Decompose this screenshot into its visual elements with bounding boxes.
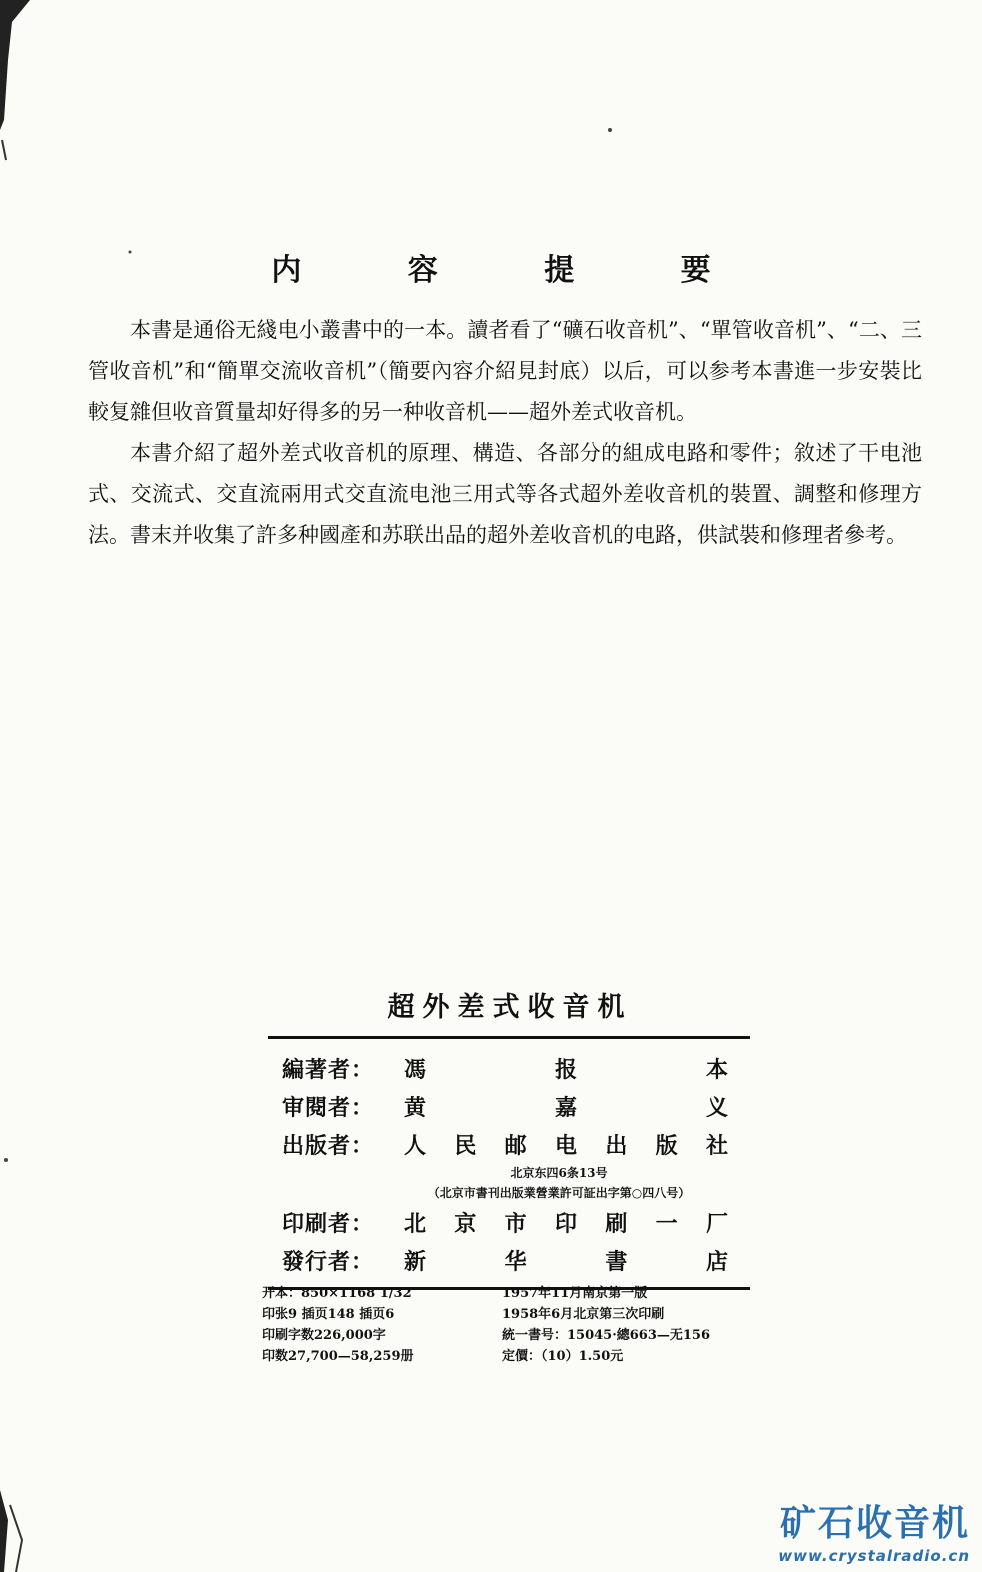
name-char: 民: [454, 1132, 477, 1159]
name-char: 印: [554, 1210, 577, 1237]
name-char: 刷: [605, 1210, 628, 1237]
site-watermark: [778, 1502, 970, 1566]
name-char: 京: [454, 1210, 477, 1237]
credit-row-publisher: [268, 1125, 750, 1163]
name-char: 版: [655, 1132, 678, 1159]
publisher-license: （北京市書刊出版業營業許可証出字第○四八号）: [427, 1186, 691, 1200]
name-char: 本: [705, 1056, 728, 1083]
credit-name: [394, 1245, 750, 1276]
name-char: 市: [504, 1210, 527, 1237]
credit-row-printer: [268, 1203, 750, 1241]
publisher-address: 北京东四6条13号: [510, 1166, 608, 1180]
name-char: 北: [404, 1210, 427, 1237]
summary-paragraph-2: 本書介紹了超外差式收音机的原理、構造、各部分的組成电路和零件；敘述了干电池式、交流式、交直流兩用式交直流电池三用式等各式超外差收音机的裝置、調整和修理方法。書末并收集了許多种國產和苏联出品的超外差收音机的电路，供試裝和修理者參考。: [88, 441, 922, 547]
credit-name: [394, 1207, 750, 1238]
credit-role: 編著者：: [282, 1057, 375, 1083]
colophon-line: 开本：850×1168 1/32: [262, 1286, 412, 1301]
name-char: 黄: [404, 1094, 427, 1121]
name-char: 出: [605, 1132, 628, 1159]
name-char: 厂: [705, 1210, 728, 1237]
name-char: 新: [404, 1248, 427, 1275]
name-char: 报: [554, 1056, 577, 1083]
colophon-right: [502, 1283, 752, 1367]
summary-heading: 内 容 提 要: [271, 253, 759, 288]
name-char: 嘉: [554, 1094, 577, 1121]
name-char: 店: [705, 1248, 728, 1275]
credit-row-author: [268, 1049, 750, 1087]
credit-name: [394, 1091, 750, 1122]
name-char: 华: [504, 1248, 527, 1275]
name-char: 人: [404, 1132, 427, 1159]
summary-paragraph-1: 本書是通俗无綫电小叢書中的一本。讀者看了“礦石收音机”、“單管收音机”、“二、三管收音机”和“簡單交流收音机”（簡要內容介紹見封底）以后，可以参考本書進一步安裝比較复雜但收音質量却好得多的另一种收音机——超外差式收音机。: [88, 318, 922, 424]
name-char: 一: [655, 1210, 678, 1237]
name-char: 書: [605, 1248, 628, 1275]
watermark-title: 矿石收音机: [779, 1503, 970, 1544]
name-char: 邮: [504, 1132, 527, 1159]
colophon-line: 1958年6月北京第三次印刷: [502, 1307, 665, 1322]
credit-role: 發行者：: [282, 1249, 375, 1275]
colophon-left: [262, 1283, 502, 1367]
name-char: 社: [705, 1132, 728, 1159]
credit-name: [394, 1129, 750, 1160]
credits-box: [268, 1036, 750, 1290]
credit-role: 审閱者：: [282, 1095, 375, 1121]
colophon-line: 印数27,700—58,259册: [262, 1349, 414, 1364]
credit-name: [394, 1053, 750, 1084]
colophon-line: 統一書号：15045·總663—无156: [502, 1328, 711, 1343]
watermark-url: www.crystalradio.cn: [778, 1547, 970, 1565]
credit-row-distributor: [268, 1241, 750, 1279]
colophon: [262, 1283, 752, 1367]
credit-row-reviewer: [268, 1087, 750, 1125]
name-char: 电: [554, 1132, 577, 1159]
credit-role: 印刷者：: [282, 1211, 375, 1237]
colophon-line: 定價：（10）1.50元: [502, 1349, 624, 1364]
credit-role: 出版者：: [282, 1133, 375, 1159]
colophon-line: 1957年11月南京第一版: [502, 1286, 648, 1301]
name-char: 馮: [404, 1056, 427, 1083]
name-char: 义: [705, 1094, 728, 1121]
summary-text: [88, 310, 922, 556]
colophon-line: 印刷字数226,000字: [262, 1328, 386, 1343]
book-title: 超外差式收音机: [387, 992, 633, 1023]
colophon-line: 印张9 插页148 插页6: [262, 1307, 395, 1322]
